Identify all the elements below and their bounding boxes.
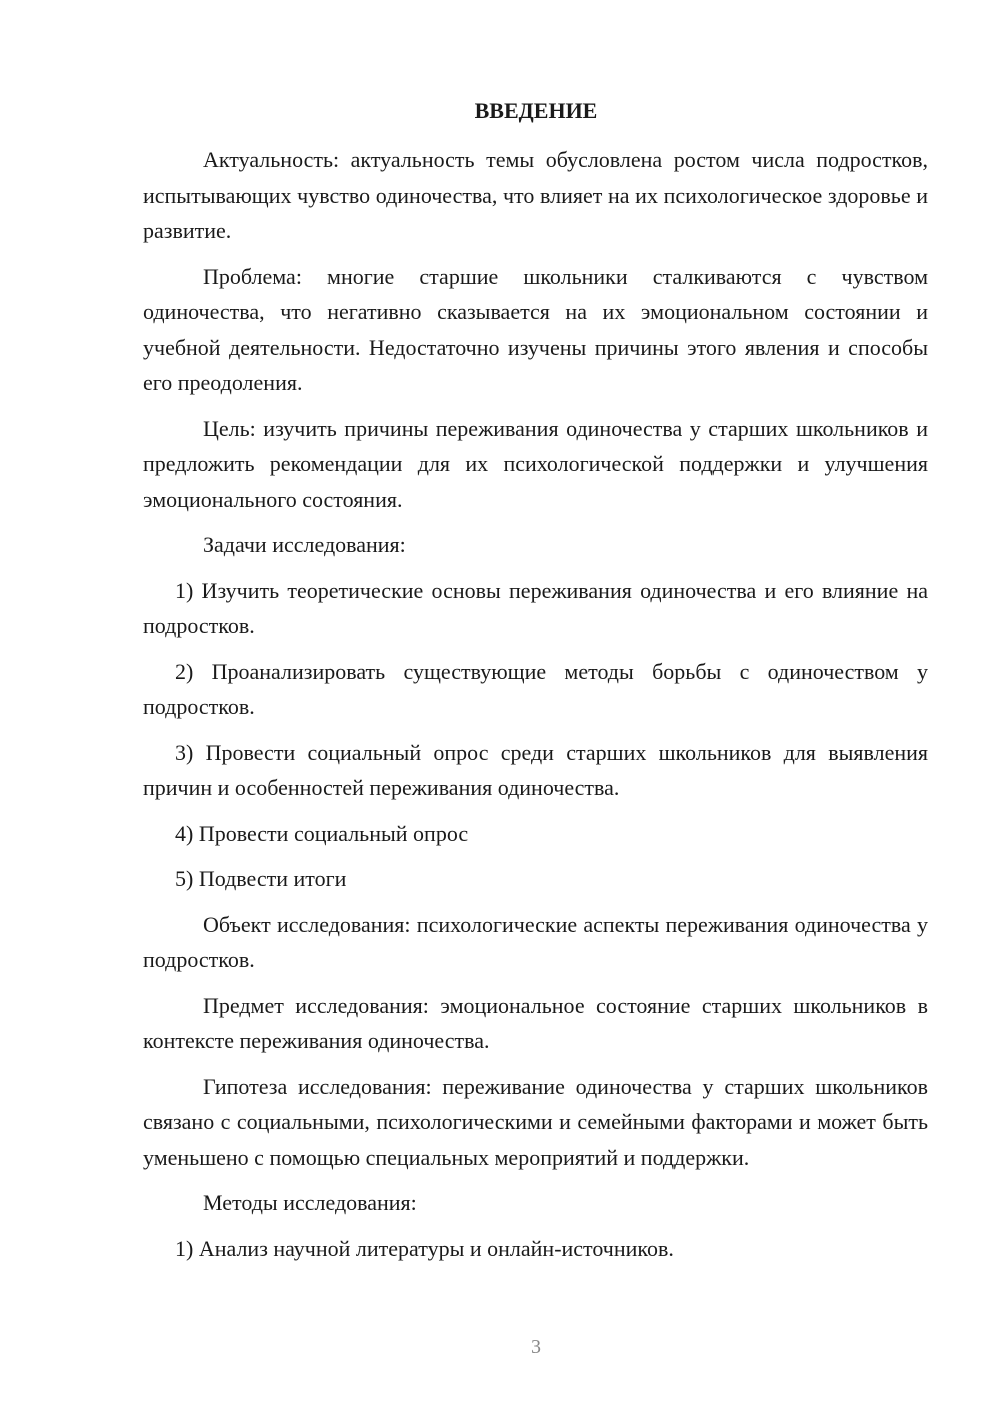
task-item-2: 2) Проанализировать существующие методы борьбы с одиночеством у подростков. xyxy=(143,658,928,719)
task-item-3: 3) Провести социальный опрос среди старших школьников для выявления причин и особенностей переживания одиночества. xyxy=(143,739,928,800)
paragraph-subject: Предмет исследования: эмоциональное состояние старших школьников в контексте переживания одиночества. xyxy=(143,992,928,1053)
paragraph-methods-heading: Методы исследования: xyxy=(203,1190,417,1215)
page-number: 3 xyxy=(531,1336,541,1358)
paragraph-problem: Проблема: многие старшие школьники сталкиваются с чувством одиночества, что негативно сказывается на их эмоциональном состоянии и учебной деятельности. Недостаточно изучены причины этого явления и способы его преодоления. xyxy=(143,263,928,395)
task-item-5: 5) Подвести итоги xyxy=(175,866,347,891)
task-item-1: 1) Изучить теоретические основы переживания одиночества и его влияние на подростков. xyxy=(143,577,928,638)
paragraph-tasks-heading: Задачи исследования: xyxy=(203,532,406,557)
body-text xyxy=(143,142,928,1276)
section-title: ВВЕДЕНИЕ xyxy=(474,98,598,123)
paragraph-object: Объект исследования: психологические аспекты переживания одиночества у подростков. xyxy=(143,911,928,972)
paragraph-hypothesis: Гипотеза исследования: переживание одиночества у старших школьников связано с социальными, психологическими и семейными факторами и может быть уменьшено с помощью специальных мероприятий и поддержки. xyxy=(143,1073,928,1170)
task-item-4: 4) Провести социальный опрос xyxy=(175,820,469,846)
paragraph-goal: Цель: изучить причины переживания одиночества у старших школьников и предложить рекомендации для их психологической поддержки и улучшения эмоционального состояния. xyxy=(143,415,928,512)
paragraph-relevance: Актуальность: актуальность темы обусловлена ростом числа подростков, испытывающих чувство одиночества, что влияет на их психологическое здоровье и развитие. xyxy=(143,147,928,243)
method-item-1: 1) Анализ научной литературы и онлайн-источников. xyxy=(175,1235,674,1261)
